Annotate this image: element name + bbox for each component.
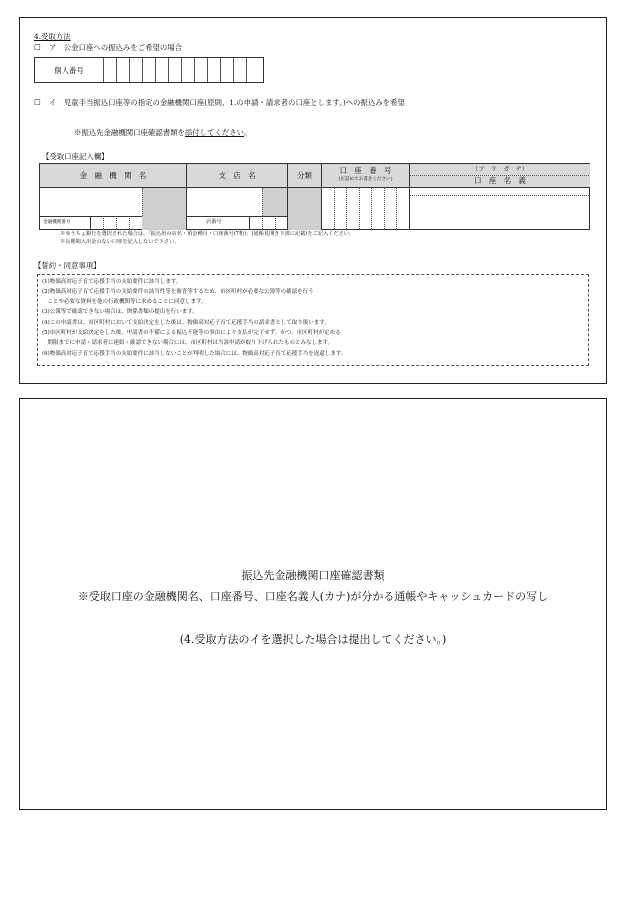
col-bank-name: 金 融 機 関 名 [79, 171, 147, 180]
agreement-item: (5)市区町村が支給決定をした後、申請書の不備による振込不能等の事由により支払が完了せず、かつ、市区町村が定める [42, 330, 341, 336]
col-account-number-note: (左詰めでお書きください) [338, 177, 393, 182]
agreement-item: ことや必要な資料を他の行政機関等に求めることに同意します。 [42, 299, 207, 305]
attachment-note-underlined: 添付してください [184, 128, 245, 137]
receipt-method-section [19, 17, 607, 384]
option-i-label: イ 児童手当振込口座等の指定の金融機関口座(原則、1.の申請・請求者の口座とします。)への振込みを希望 [49, 98, 405, 107]
dormant-account-note: ※長期間入出金のない口座を記入しないで下さい。 [60, 239, 180, 245]
option-i-row[interactable] [34, 98, 405, 107]
account-form-table [39, 163, 590, 230]
agreement-item: (4)この申請書は、市区町村において支給決定をした後は、物価高対応子育て応援手当の請求書として取り扱います。 [42, 320, 330, 326]
attachment-note-suffix: 。 [244, 128, 252, 137]
option-a-checkbox[interactable]: ☐ [34, 43, 41, 52]
account-type-field[interactable] [288, 188, 321, 230]
section-title: 4.受取方法 [34, 32, 71, 41]
agreement-box [37, 274, 589, 366]
branch-code-label: 店番号 [206, 219, 222, 225]
my-number-field[interactable] [34, 57, 264, 83]
attachment-note [74, 128, 251, 137]
bank-code-label: 金融機関番号 [43, 220, 71, 225]
option-i-checkbox[interactable]: ☐ [34, 98, 41, 107]
attachment-title: 振込先金融機関口座確認書類 [241, 569, 385, 582]
bank-name-input[interactable] [40, 188, 142, 216]
branch-name-input[interactable] [187, 188, 262, 216]
agreement-heading: 【誓約・同意事項】 [34, 261, 101, 270]
account-holder-input[interactable] [410, 188, 589, 229]
yucho-note: ※ゆうちょ銀行を選択された場合は、「振込用の店名・預金種目・口座番号(7桁)」(通帳見開き下部に記載)をご記入ください。 [60, 231, 355, 237]
agreement-item: (1)物価高対応子育て応援手当の支給要件に該当します。 [42, 279, 182, 285]
agreement-item: (3)公簿等で確認できない場合は、関係書類の提出を行います。 [42, 309, 198, 315]
my-number-label: 個人番号 [54, 66, 84, 75]
attachment-note-prefix: ※振込先金融機関口座確認書類を [74, 128, 185, 137]
agreement-item: (2)物価高対応子育て応援手当の支給要件の該当性等を審査等するため、市区町村が必要な公簿等の確認を行う [42, 289, 314, 295]
col-type: 分類 [297, 171, 312, 180]
option-a-row[interactable] [34, 43, 182, 52]
agreement-item: 期限までに申請・請求者に連絡・確認できない場合には、市区町村は当該申請が取り下げられたものとみなします。 [42, 340, 334, 346]
account-number-input[interactable] [322, 188, 409, 229]
account-form-heading: 【受取口座記入欄】 [42, 152, 109, 161]
attachment-submit-note: (4.受取方法のイを選択した場合は提出してください。) [179, 633, 447, 646]
col-furigana: （フ リ ガ ナ） [472, 166, 528, 173]
agreement-item: (6)物価高対応子育て応援手当の支給要件に該当しないことが判明した場合には、物価高対応子育て応援手当を返還します。 [42, 351, 347, 357]
col-branch-name: 支 店 名 [218, 171, 256, 180]
col-account-number: 口 座 番 号 [339, 166, 392, 175]
attachment-description: ※受取口座の金融機関名、口座番号、口座名義人(カナ)が分かる通帳やキャッシュカードの写し [77, 590, 549, 603]
col-account-holder: 口 座 名 義 [474, 176, 526, 185]
option-a-label: ア 公金口座への振込みをご希望の場合 [49, 43, 183, 52]
attachment-area [19, 398, 607, 810]
